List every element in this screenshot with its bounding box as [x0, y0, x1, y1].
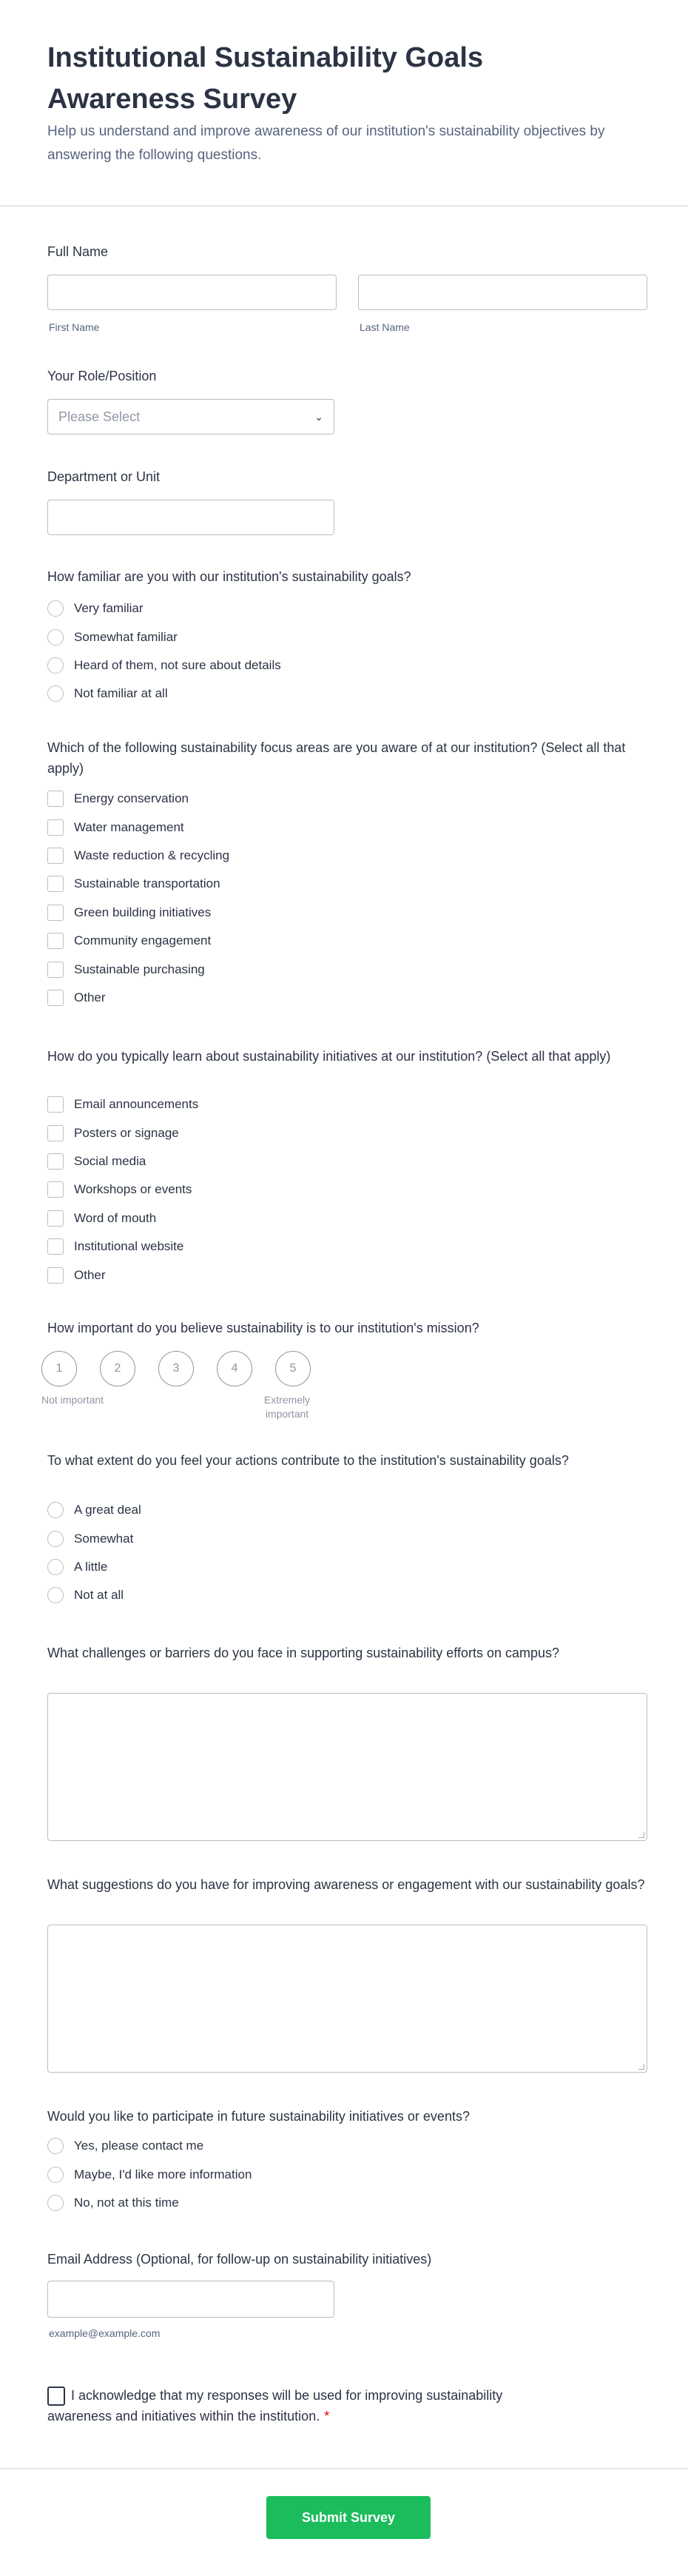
radio-button[interactable]	[47, 1502, 64, 1518]
option-label: Waste reduction & recycling	[74, 848, 230, 862]
scale-option-5[interactable]: 5	[275, 1351, 311, 1386]
focus-option[interactable]	[47, 842, 229, 870]
option-label: Somewhat	[74, 1531, 134, 1546]
checkbox[interactable]	[47, 1181, 64, 1198]
suggestions-question: What suggestions do you have for improving awareness or engagement with our sustainability goals?	[47, 1877, 645, 1892]
acknowledge-field	[47, 2385, 565, 2426]
option-label: A great deal	[74, 1503, 141, 1517]
radio-button[interactable]	[47, 1531, 64, 1547]
extent-option[interactable]	[47, 1553, 141, 1581]
option-label: A little	[74, 1559, 108, 1574]
scale-low-label: Not important	[41, 1394, 104, 1406]
email-label: Email Address (Optional, for follow-up on sustainability initiatives)	[47, 2252, 432, 2267]
first-name-input[interactable]	[47, 275, 337, 310]
learn-option[interactable]	[47, 1118, 198, 1147]
learn-option[interactable]	[47, 1261, 198, 1289]
learn-option[interactable]	[47, 1204, 198, 1232]
participate-options	[47, 2132, 252, 2217]
role-select-value: Please Select	[58, 409, 141, 424]
scale-option-3[interactable]: 3	[158, 1351, 194, 1386]
option-label: Sustainable transportation	[74, 876, 220, 891]
challenges-question: What challenges or barriers do you face in supporting sustainability efforts on campus?	[47, 1646, 560, 1660]
option-label: Other	[74, 1267, 106, 1282]
option-label: Social media	[74, 1153, 146, 1168]
option-label: Email announcements	[74, 1097, 199, 1112]
radio-button[interactable]	[47, 629, 64, 645]
acknowledge-checkbox[interactable]	[47, 2387, 65, 2406]
option-label: Community engagement	[74, 933, 212, 948]
option-label: Sustainable purchasing	[74, 962, 205, 976]
page-title: Institutional Sustainability Goals Awareness Survey	[47, 42, 484, 115]
checkbox[interactable]	[47, 1267, 64, 1284]
participate-option[interactable]	[47, 2189, 252, 2217]
acknowledge-label: I acknowledge that my responses will be used for improving sustainability awareness and initiatives within the institution.	[47, 2388, 503, 2424]
checkbox[interactable]	[47, 933, 64, 949]
radio-button[interactable]	[47, 685, 64, 702]
familiar-question: How familiar are you with our institution's sustainability goals?	[47, 569, 411, 584]
scale-option-2[interactable]: 2	[100, 1351, 135, 1386]
extent-option[interactable]	[47, 1581, 141, 1609]
resize-handle-icon[interactable]	[638, 2064, 644, 2070]
resize-handle-icon[interactable]	[638, 1832, 644, 1838]
option-label: Somewhat familiar	[74, 629, 178, 644]
participate-question: Would you like to participate in future sustainability initiatives or events?	[47, 2109, 470, 2124]
focus-options	[47, 785, 229, 1012]
option-label: Maybe, I'd like more information	[74, 2167, 252, 2181]
focus-option[interactable]	[47, 984, 229, 1012]
option-label: Posters or signage	[74, 1125, 179, 1140]
page-subtitle: Help us understand and improve awareness of our institution's sustainability objectives by answering the following questions.	[47, 124, 605, 163]
footer-divider	[0, 2468, 688, 2469]
checkbox[interactable]	[47, 791, 64, 807]
scale-option-4[interactable]: 4	[217, 1351, 252, 1386]
full-name-label: Full Name	[47, 244, 109, 259]
option-label: Not familiar at all	[74, 686, 168, 701]
focus-option[interactable]	[47, 785, 229, 813]
last-name-input[interactable]	[358, 275, 647, 310]
radio-button[interactable]	[47, 600, 64, 617]
focus-option[interactable]	[47, 899, 229, 927]
suggestions-textarea[interactable]	[47, 1925, 647, 2073]
option-label: Other	[74, 990, 106, 1004]
learn-option[interactable]	[47, 1147, 198, 1175]
focus-option[interactable]	[47, 955, 229, 983]
radio-button[interactable]	[47, 2167, 64, 2183]
radio-button[interactable]	[47, 2195, 64, 2211]
scale-option-1[interactable]: 1	[41, 1351, 77, 1386]
option-label: Very familiar	[74, 601, 144, 616]
extent-options	[47, 1496, 141, 1610]
familiar-option[interactable]	[47, 651, 281, 680]
header-divider	[0, 205, 688, 207]
first-name-sublabel: First Name	[49, 321, 100, 333]
department-input[interactable]	[47, 500, 334, 535]
extent-question: To what extent do you feel your actions contribute to the institution's sustainability goals?	[47, 1453, 569, 1468]
checkbox[interactable]	[47, 1096, 64, 1113]
option-label: No, not at this time	[74, 2195, 179, 2210]
learn-question: How do you typically learn about sustainability initiatives at our institution? (Select all that apply)	[47, 1049, 611, 1064]
learn-option[interactable]	[47, 1175, 198, 1204]
familiar-option[interactable]	[47, 680, 281, 708]
submit-button[interactable]: Submit Survey	[266, 2496, 431, 2539]
option-label: Not at all	[74, 1588, 124, 1603]
radio-button[interactable]	[47, 657, 64, 674]
role-select[interactable]	[47, 399, 334, 435]
familiar-option[interactable]	[47, 623, 281, 651]
option-label: Word of mouth	[74, 1210, 157, 1225]
importance-question: How important do you believe sustainability is to our institution's mission?	[47, 1321, 479, 1335]
focus-option[interactable]	[47, 813, 229, 841]
option-label: Energy conservation	[74, 791, 189, 806]
checkbox[interactable]	[47, 848, 64, 864]
challenges-textarea[interactable]	[47, 1693, 647, 1841]
radio-button[interactable]	[47, 1587, 64, 1603]
checkbox[interactable]	[47, 990, 64, 1006]
option-label: Yes, please contact me	[74, 2139, 204, 2153]
checkbox[interactable]	[47, 876, 64, 892]
option-label: Green building initiatives	[74, 905, 212, 919]
learn-options	[47, 1090, 198, 1289]
familiar-option[interactable]	[47, 594, 281, 623]
email-input[interactable]	[47, 2281, 334, 2318]
checkbox[interactable]	[47, 1125, 64, 1141]
focus-option[interactable]	[47, 927, 229, 955]
option-label: Heard of them, not sure about details	[74, 657, 281, 672]
last-name-sublabel: Last Name	[360, 321, 410, 333]
familiar-options	[47, 594, 281, 708]
checkbox[interactable]	[47, 905, 64, 921]
option-label: Institutional website	[74, 1239, 184, 1254]
extent-option[interactable]	[47, 1496, 141, 1524]
checkbox[interactable]	[47, 1238, 64, 1255]
checkbox[interactable]	[47, 1153, 64, 1170]
department-label: Department or Unit	[47, 469, 161, 484]
importance-scale	[41, 1351, 311, 1386]
radio-button[interactable]	[47, 2138, 64, 2154]
scale-high-label: Extremely important	[263, 1394, 311, 1420]
required-asterisk: *	[324, 2409, 330, 2424]
option-label: Water management	[74, 819, 184, 834]
chevron-down-icon: ⌄	[314, 410, 323, 423]
focus-option[interactable]	[47, 870, 229, 898]
email-sublabel: example@example.com	[49, 2327, 161, 2339]
checkbox[interactable]	[47, 962, 64, 978]
option-label: Workshops or events	[74, 1182, 192, 1197]
participate-option[interactable]	[47, 2132, 252, 2160]
learn-option[interactable]	[47, 1090, 198, 1118]
role-label: Your Role/Position	[47, 369, 157, 383]
participate-option[interactable]	[47, 2160, 252, 2188]
checkbox[interactable]	[47, 819, 64, 836]
focus-question: Which of the following sustainability focus areas are you aware of at our institution? (Select all that apply)	[47, 740, 626, 776]
learn-option[interactable]	[47, 1232, 198, 1261]
extent-option[interactable]	[47, 1524, 141, 1552]
radio-button[interactable]	[47, 1559, 64, 1575]
checkbox[interactable]	[47, 1210, 64, 1227]
